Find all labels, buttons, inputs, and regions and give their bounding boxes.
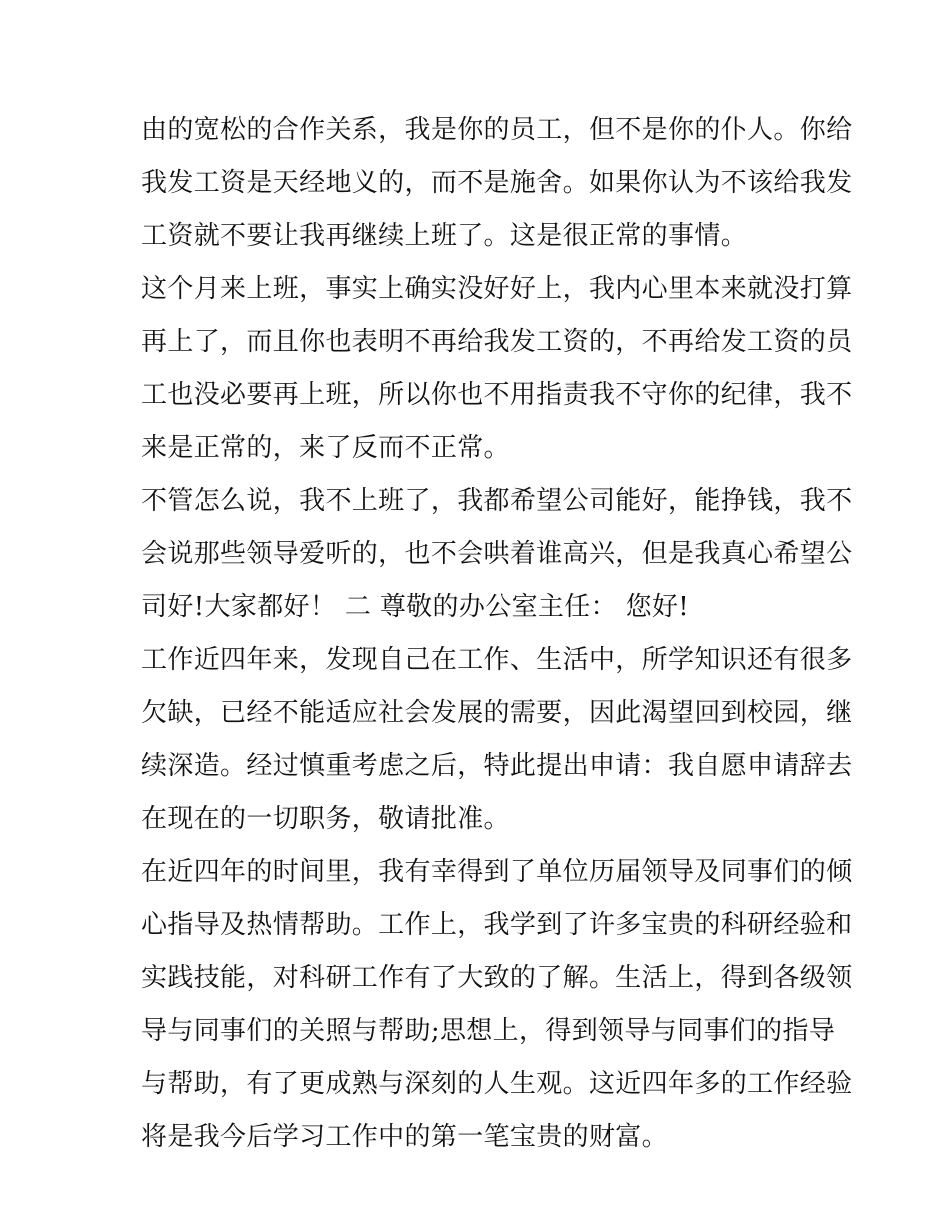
text-line: 实践技能，对科研工作有了大致的了解。生活上，得到各级领 [141, 963, 853, 993]
text-line: 工作近四年来，发现自己在工作、生活中，所学知识还有很多 [141, 645, 853, 675]
paragraph-4 [141, 640, 853, 852]
text-line: 由的宽松的合作关系，我是你的员工，但不是你的仆人。你给 [141, 115, 853, 145]
text-line: 来是正常的，来了反而不正常。 [141, 433, 510, 463]
text-line: 工也没必要再上班，所以你也不用指责我不守你的纪律，我不 [141, 380, 853, 410]
text-line: 在现在的一切职务，敬请批准。 [141, 804, 510, 834]
text-line: 欠缺，已经不能适应社会发展的需要，因此渴望回到校园，继 [141, 698, 853, 728]
text-line: 司好!大家都好！ 二 尊敬的办公室主任： 您好! [141, 592, 690, 622]
text-line: 再上了，而且你也表明不再给我发工资的，不再给发工资的员 [141, 327, 853, 357]
text-line: 工资就不要让我再继续上班了。这是很正常的事情。 [141, 221, 748, 251]
paragraph-1 [141, 110, 853, 269]
text-line: 会说那些领导爱听的，也不会哄着谁高兴，但是我真心希望公 [141, 539, 853, 569]
text-line: 心指导及热情帮助。工作上，我学到了许多宝贵的科研经验和 [141, 910, 853, 940]
text-line: 续深造。经过慎重考虑之后，特此提出申请：我自愿申请辞去 [141, 751, 853, 781]
text-line: 我发工资是天经地义的，而不是施舍。如果你认为不该给我发 [141, 168, 853, 198]
paragraph-3 [141, 481, 853, 640]
document-body [141, 110, 853, 1170]
text-line: 不管怎么说，我不上班了，我都希望公司能好，能挣钱，我不 [141, 486, 853, 516]
paragraph-2 [141, 269, 853, 481]
text-line: 与帮助，有了更成熟与深刻的人生观。这近四年多的工作经验 [141, 1069, 853, 1099]
text-line: 将是我今后学习工作中的第一笔宝贵的财富。 [141, 1122, 669, 1152]
text-line: 导与同事们的关照与帮助;思想上，得到领导与同事们的指导 [141, 1016, 836, 1046]
text-line: 这个月来上班，事实上确实没好好上，我内心里本来就没打算 [141, 274, 853, 304]
text-line: 在近四年的时间里，我有幸得到了单位历届领导及同事们的倾 [141, 857, 853, 887]
paragraph-5 [141, 852, 853, 1170]
